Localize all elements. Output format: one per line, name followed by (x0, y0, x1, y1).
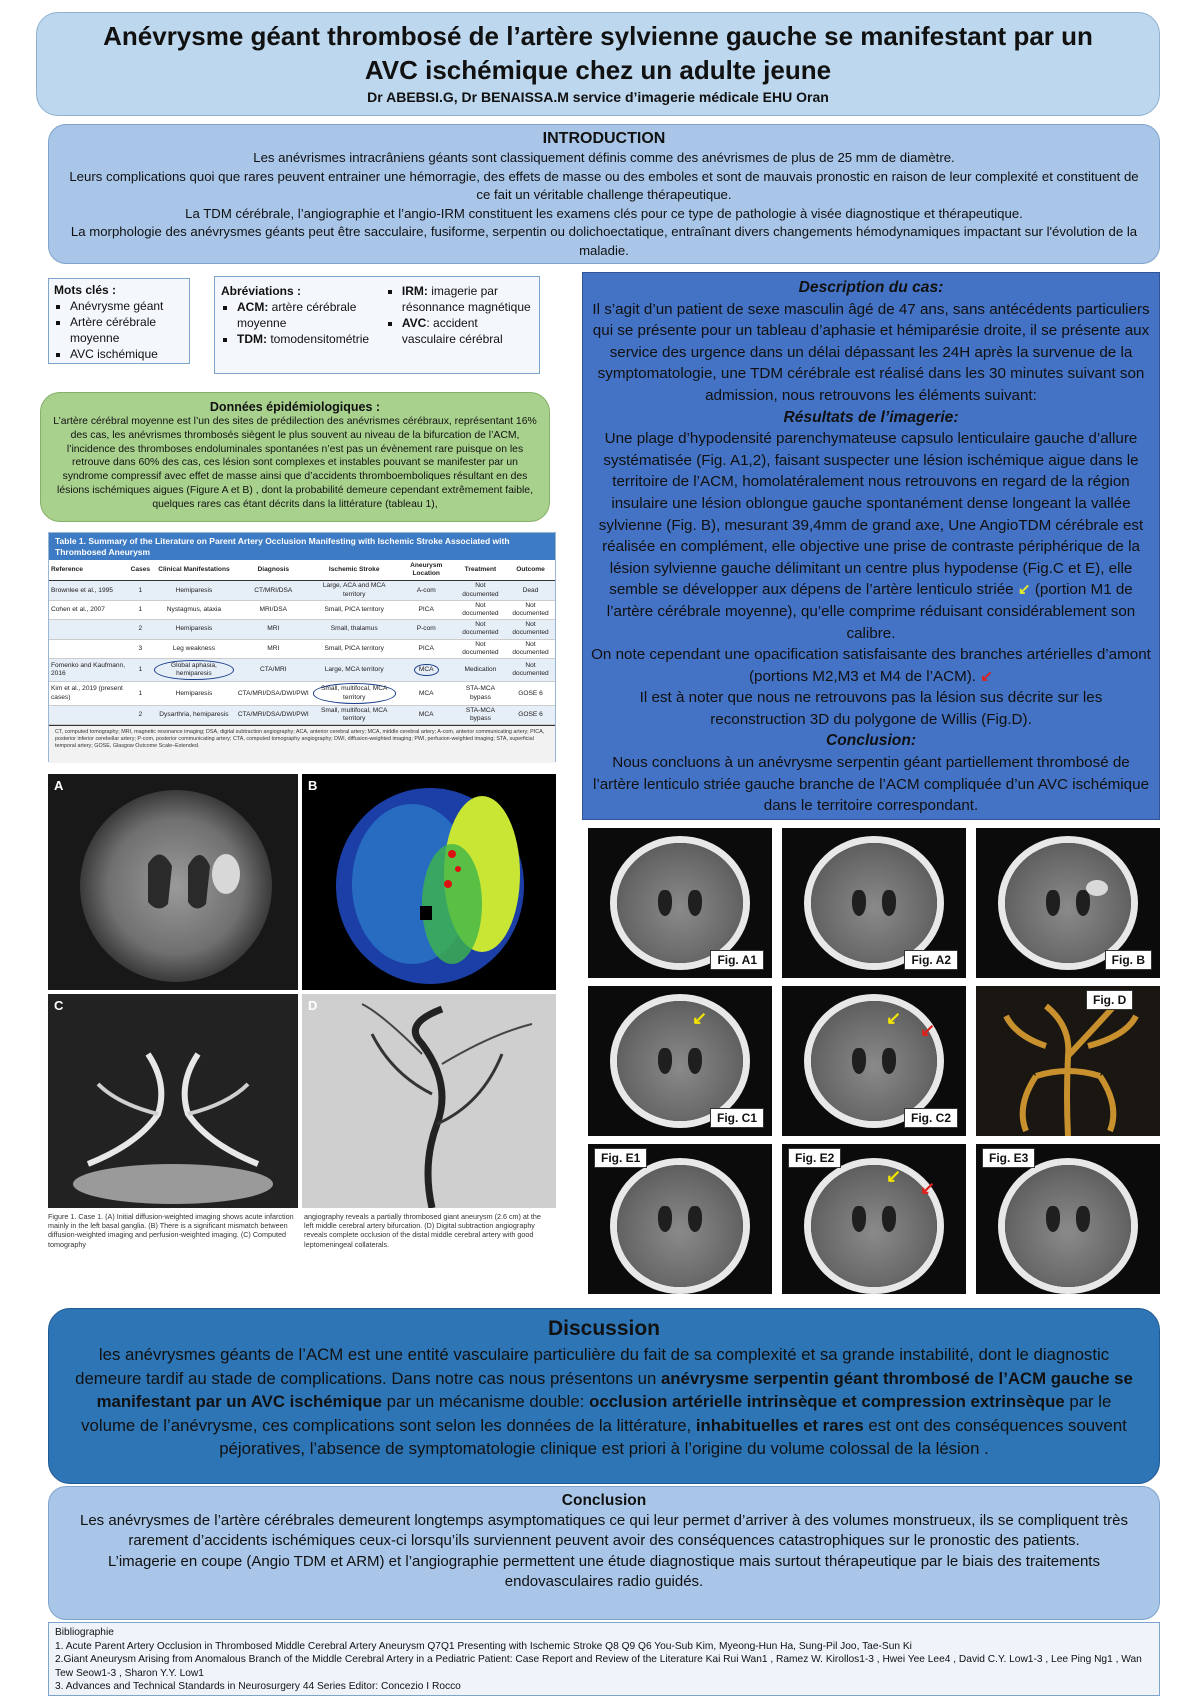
case-text-3-body: On note cependant une opacification satisfaisante des branches artérielles d’amont (portions M2,M3 et M4 de l’ACM). (591, 646, 1151, 685)
table-cell: STA-MCA bypass (455, 682, 506, 705)
table-cell: Cohen et al., 2007 (49, 600, 129, 619)
ventricle (852, 1206, 866, 1232)
column-header: Reference (49, 560, 129, 581)
table-row (49, 620, 555, 639)
abbreviations-panel (214, 276, 540, 374)
introduction-heading: INTRODUCTION (542, 130, 666, 147)
abbreviations-list-1 (221, 299, 378, 347)
circled-cell-text: Small, multifocal, MCA territory (313, 683, 396, 703)
title-panel (36, 12, 1160, 116)
bibliography-item: 1. Acute Parent Artery Occlusion in Thrombosed Middle Cerebral Artery Aneurysm Q7Q1 Presenting with Ischemic Stroke Q8 Q9 Q6 You-Sub Kim, Myeong-Hun Ha, Sung-Pil Joo, Tae-Sun Ki (55, 1640, 912, 1652)
table-row (49, 682, 555, 705)
ct-figure-label: Fig. C2 (904, 1108, 958, 1128)
figure-label: D (308, 998, 318, 1013)
case-text-2 (591, 428, 1151, 644)
epidemiology-panel (40, 392, 550, 522)
dense-lesion (1086, 880, 1108, 896)
case-text-4: Il est à noter que nous ne retrouvons pas la lésion sus décrite sur les reconstruction 3D du polygone de Willis (Fig.D). (639, 689, 1103, 728)
table-cell: Brownlee et al., 1995 (49, 581, 129, 600)
ct-figure (782, 986, 966, 1136)
table-cell: P-com (398, 620, 455, 639)
poster-title (57, 19, 1139, 87)
ventricle (688, 1206, 702, 1232)
table-row (49, 705, 555, 724)
dsa-image (302, 994, 556, 1208)
discussion-bold-part: anévrysme serpentin géant thrombosé de l’ACM gauche se manifestant par un AVC ischémique (96, 1368, 1133, 1411)
table-cell (49, 705, 129, 724)
red-arrow-icon: ↙ (920, 1020, 936, 1040)
table-cell: Not documented (506, 600, 555, 619)
ct-figure-label: Fig. E2 (788, 1148, 841, 1168)
ct-figure-label: Fig. E3 (982, 1148, 1035, 1168)
table-cell: Fomenko and Kaufmann, 2016 (49, 659, 129, 682)
table-cell: A-com (398, 581, 455, 600)
ventricle (882, 1206, 896, 1232)
table-footnote: CT, computed tomography; MRI, magnetic resonance imaging; DSA, digital subtraction angiography; ACA, anterior cerebral artery; MCA, middle cerebral artery; A-com, anterior communicating artery; PICA, posterior inferior cerebellar artery; P-com, posterior communicating artery; CTA, computed tomography angiography; DWI, diffusion-weighted imaging; PWI, perfusion-weighted imaging; STA, superficial temporal artery; GOSE, Glasgow Outcome Scale–Extended. (49, 725, 555, 763)
table-cell: Dead (506, 581, 555, 600)
discussion-text-part: est ont des conséquences souvent péjoratives, l’absence de symptomatologie clinique est priori à l’origine du volume colossal de la lésion . (219, 1415, 1127, 1458)
table-cell: MRI/DSA (236, 600, 311, 619)
table-cell: PICA (398, 639, 455, 658)
abbreviation-term: ACM: (237, 300, 269, 314)
ventricle (688, 890, 702, 916)
ct-figure (588, 1144, 772, 1294)
conclusion-p1: Les anévrysmes de l’artère cérébrales demeurent longtemps asymptomatiques ce qui leur permet d’arriver à des volumes monstrueux, ils se compliquent très rarement d’accidents ischémiques ceux-ci lorsqu’ils surviennent peuvent avoir des conséquences catastrophiques sur le pronostic des patients. (80, 1512, 1128, 1550)
abbreviation-def: artère cérébrale moyenne (237, 300, 357, 330)
ct-figure-label: Fig. D (1086, 990, 1133, 1010)
table-cell (152, 659, 236, 682)
red-arrow-icon: ↙ (980, 667, 993, 685)
case-heading: Description du cas: (798, 279, 944, 296)
abbreviations-title: Abréviations : (221, 284, 302, 298)
ventricle (1046, 890, 1060, 916)
table-cell: 1 (129, 659, 152, 682)
ventricle (658, 1206, 672, 1232)
keywords-list (54, 298, 184, 362)
ct-figure (976, 828, 1160, 978)
case-description-panel (582, 272, 1160, 820)
title-line-2: AVC ischémique chez un adulte jeune (364, 55, 832, 85)
brain-parenchyma (617, 1001, 743, 1121)
yellow-arrow-icon: ↙ (692, 1008, 708, 1028)
table-cell (398, 659, 455, 682)
abbreviation-term: IRM: (401, 284, 428, 298)
conclusion-heading: Conclusion (561, 1492, 647, 1509)
table-cell: Not documented (506, 620, 555, 639)
table-cell: MRI (236, 639, 311, 658)
table-cell: 1 (129, 682, 152, 705)
table-cell (311, 682, 398, 705)
keywords-panel (48, 278, 190, 364)
ct-figure-label: Fig. A1 (710, 950, 764, 970)
figure-d-dsa (302, 994, 556, 1208)
table-cell: Leg weakness (152, 639, 236, 658)
figure-label: C (54, 998, 64, 1013)
discussion-panel (48, 1308, 1160, 1484)
introduction-p1: Les anévrismes intracrâniens géants sont classiquement définis comme des anévrismes de plus de 25 mm de diamètre. (253, 150, 955, 165)
conclusion-panel (48, 1486, 1160, 1620)
abbreviations-col-2 (386, 283, 533, 367)
table-cell: CTA/MRI/DSA/DWI/PWI (236, 705, 311, 724)
introduction-panel (48, 124, 1160, 264)
case-text-2a: Une plage d’hypodensité parenchymateuse capsulo lenticulaire gauche d’allure systématisée (Fig. A1,2), faisant suspecter une lésion ischémique aigue dans le territoire de l’ACM, homolatéralement nous retrouvons en regard de la région insulaire une lésion oblongue gauche spontanément dense longeant la vallée sylvienne (Fig. B), mesurant 39,4mm de grand axe, Une AngioTDM cérébrale est réalisée en complément, elle objective une prise de contraste périphérique de la lésion sylvienne gauche délimitant un centre plus hypodense (Fig.C et E), elle semble se développer aux dépens de l’artère lenticulo striée (598, 430, 1144, 599)
figure-b-perfusion (302, 774, 556, 990)
discussion-bold-part: occlusion artérielle intrinsèque et compression extrinsèque (589, 1392, 1065, 1411)
abbreviations-list-2 (386, 283, 533, 347)
table-cell: Hemiparesis (152, 620, 236, 639)
table-cell: Kim et al., 2019 (present cases) (49, 682, 129, 705)
table-cell: CT/MRI/DSA (236, 581, 311, 600)
column-header: Aneurysm Location (398, 560, 455, 581)
brain-dwi-image (48, 774, 298, 990)
table-cell: MRI (236, 620, 311, 639)
table-cell: CTA/MRI/DSA/DWI/PWI (236, 682, 311, 705)
table-cell: Not documented (455, 620, 506, 639)
brain-parenchyma (1005, 1165, 1131, 1287)
discussion-bold-part: inhabituelles et rares (695, 1415, 864, 1435)
ct-figure-label: Fig. A2 (904, 950, 958, 970)
keyword-item: ▪ AVC ischémique (70, 346, 184, 362)
introduction-p4: La morphologie des anévrysmes géants peut être sacculaire, fusiforme, serpentin ou dolichoectatique, entraînant divers changements hémodynamiques impactant sur l'évolution de la maladie. (70, 224, 1138, 258)
figure-a-dwi (48, 774, 298, 990)
column-header: Outcome (506, 560, 555, 581)
table-cell: MCA (398, 705, 455, 724)
figure-1-caption-left: Figure 1. Case 1. (A) Initial diffusion-weighted imaging shows acute infarction mainly in the left basal ganglia. (B) There is a significant mismatch between diffusion-weighted imaging and perfusion-weighted imaging. (C) Computed tomography (48, 1212, 294, 1249)
brain-perfusion-map (302, 774, 556, 990)
ct-figure (588, 986, 772, 1136)
ventricle (852, 890, 866, 916)
table-cell: GOSE 6 (506, 682, 555, 705)
yellow-arrow-icon: ↙ (1017, 581, 1031, 599)
table-cell: 1 (129, 581, 152, 600)
table-cell: PICA (398, 600, 455, 619)
brain-parenchyma (811, 1001, 937, 1121)
brain-parenchyma (1005, 843, 1131, 963)
table-cell: Large, ACA and MCA territory (311, 581, 398, 600)
conclusion-p2: L’imagerie en coupe (Angio TDM et ARM) et l’angiographie permettent une étude diagnostique mais surtout thérapeutique par le biais des traitements endovasculaires radio guidés. (108, 1552, 1100, 1591)
ventricle (1046, 1206, 1060, 1232)
abbreviation-item (237, 331, 378, 347)
discussion-text-part: par un mécanisme double: (381, 1392, 590, 1411)
case-text-5: Nous concluons à un anévrysme serpentin géant partiellement thrombosé de l’artère lenticulo striée gauche branche de l’ACM compliquée d’un AVC ischémique dans le territoire correspondant. (592, 754, 1150, 815)
table-cell: GOSE 6 (506, 705, 555, 724)
table-cell: 1 (129, 600, 152, 619)
discussion-text-part: les anévrysmes géants de l’ACM est une entité vasculaire particulière du fait de sa complexité et sa grande instabilité, dont le diagnostic demeure tardif au stade de complications. Dans notre cas nous présentons un (75, 1345, 1110, 1388)
case-text-1: Il s’agit d’un patient de sexe masculin âgé de 47 ans, sans antécédents particuliers qui se présente pour un tableau d’aphasie et hémiparésie droite, il se présente aux service des urgence dans un délai dépassant les 24H après la survenue de la symptomatologie, une TDM cérébrale est réalisé dans les 30 minutes suivant son admission, nous retrouvons les éléments suivant: (592, 300, 1150, 404)
ventricle (882, 890, 896, 916)
figure-1-caption-right: angiography reveals a partially thrombosed giant aneurysm (2.6 cm) at the left middle cerebral artery bifurcation. (D) Digital subtraction angiography reveals complete occlusion of the distal middle cerebral artery with good leptomeningeal collaterals. (304, 1212, 541, 1249)
discussion-heading: Discussion (547, 1317, 661, 1340)
circled-cell-text: Global aphasia, hemiparesis (154, 660, 234, 680)
table-cell: Small, multifocal, MCA territory (311, 705, 398, 724)
imaging-results-heading: Résultats de l’imagerie: (783, 408, 959, 426)
table-cell: Small, PICA territory (311, 600, 398, 619)
column-header: Treatment (455, 560, 506, 581)
ct-figure-label: Fig. C1 (710, 1108, 764, 1128)
abbreviation-item (402, 283, 533, 315)
ventricle (658, 1048, 672, 1074)
keywords-title: Mots clés : (54, 283, 117, 297)
epidemiology-heading: Données épidémiologiques : (209, 400, 381, 414)
table-cell: Large, MCA territory (311, 659, 398, 682)
red-arrow-icon: ↙ (920, 1178, 936, 1198)
yellow-arrow-icon: ↙ (886, 1008, 902, 1028)
column-header: Ischemic Stroke (311, 560, 398, 581)
table-cell: Not documented (455, 600, 506, 619)
table-cell: Nystagmus, ataxia (152, 600, 236, 619)
title-line-1: Anévrysme géant thrombosé de l’artère sylvienne gauche se manifestant par un (103, 21, 1093, 51)
brain-parenchyma (617, 1165, 743, 1287)
abbreviations-col-1 (221, 283, 378, 367)
abbreviation-def: imagerie par résonnance magnétique (401, 284, 531, 314)
brain-parenchyma (811, 1165, 937, 1287)
table-cell: Not documented (506, 659, 555, 682)
abbreviation-item (237, 299, 378, 331)
figure-label: B (308, 778, 318, 793)
ventricle (852, 1048, 866, 1074)
table-cell: Hemiparesis (152, 581, 236, 600)
table-cell: Medication (455, 659, 506, 682)
bibliography-heading: Bibliographie (55, 1627, 114, 1638)
abbreviation-def: : accident vasculaire cérébral (401, 316, 503, 346)
table-cell: Dysarthria, hemiparesis (152, 705, 236, 724)
table-row (49, 639, 555, 658)
ventricle (658, 890, 672, 916)
ventricle (882, 1048, 896, 1074)
case-text-2b: (portion M1 de l’artère cérébrale moyenne), qu’elle comprime réduisant considérablement son calibre. (606, 581, 1136, 642)
table-cell: MCA (398, 682, 455, 705)
abbreviation-def: tomodensitométrie (267, 332, 370, 346)
literature-table (49, 560, 555, 725)
ventricle (1076, 1206, 1090, 1232)
ct-figure (782, 828, 966, 978)
keyword-item: ▪ Anévrysme géant (70, 298, 184, 314)
authors: Dr ABEBSI.G, Dr BENAISSA.M service d’imagerie médicale EHU Oran (367, 89, 829, 105)
case-conclusion-heading: Conclusion: (825, 732, 917, 750)
table-cell (49, 620, 129, 639)
discussion-text-part: par le volume de l’anévrysme, ces complications sont selon les données de la littérature, (81, 1392, 1112, 1435)
table-cell: Hemiparesis (152, 682, 236, 705)
keyword-item: ▪ Artère cérébrale moyenne (70, 314, 184, 346)
ct-figure (976, 1144, 1160, 1294)
table-row (49, 581, 555, 600)
table-caption: Table 1. Summary of the Literature on Parent Artery Occlusion Manifesting with Ischemic Stroke Associated with Thrombosed Aneurysm (49, 533, 555, 560)
column-header: Diagnosis (236, 560, 311, 581)
figure-c-cta (48, 994, 298, 1208)
column-header: Cases (129, 560, 152, 581)
table-body (49, 581, 555, 725)
table-cell: 2 (129, 620, 152, 639)
table-row (49, 600, 555, 619)
table-cell: STA-MCA bypass (455, 705, 506, 724)
table-cell (49, 639, 129, 658)
ct-figure (976, 986, 1160, 1136)
brain-parenchyma (617, 843, 743, 963)
table-cell: Not documented (455, 581, 506, 600)
ct-figure (782, 1144, 966, 1294)
table-cell: Not documented (506, 639, 555, 658)
table-cell: Small, thalamus (311, 620, 398, 639)
ct-figure-label: Fig. B (1105, 950, 1152, 970)
introduction-p3: La TDM cérébrale, l’angiographie et l’angio-IRM constituent les examens clés pour ce type de pathologie à visée diagnostique et thérapeutique. (185, 205, 1023, 221)
circled-cell-text: MCA (414, 664, 439, 676)
yellow-arrow-icon: ↙ (886, 1166, 902, 1186)
table-cell: 2 (129, 705, 152, 724)
abbreviation-item (402, 315, 533, 347)
table-row (49, 659, 555, 682)
bibliography-panel (48, 1622, 1160, 1696)
literature-table-figure (48, 532, 556, 762)
ct-figure (588, 828, 772, 978)
abbreviation-term: TDM: (237, 332, 267, 346)
discussion-text (71, 1343, 1137, 1461)
ct-figures-grid (588, 828, 1160, 1300)
abbreviation-term: AVC (401, 316, 427, 330)
table-header-row (49, 560, 555, 581)
table-cell: CTA/MRI (236, 659, 311, 682)
bibliography-item: 2.Giant Aneurysm Arising from Anomalous Branch of the Middle Cerebral Artery in a Pediatric Patient: Case Report and Review of the Literature Kai Rui Wan1 , Ramez W. Kirollos1-3 , Hwei Yee Lee4 , David C.Y. Low1-3 , Lee Ping Ng1 , Wan Tew Seow1-3 , Sharon Y.Y. Low1 (55, 1654, 1142, 1679)
table-cell: 3 (129, 639, 152, 658)
cta-image (48, 994, 298, 1208)
epidemiology-text: L’artère cérébral moyenne est l’un des sites de prédilection des anévrismes cérébraux, représentant 16% des cas, les anévrismes thrombosés siègent le plus souvent au niveau de la bifurcation de l’ACM, l’incidence des thromboses endoluminales spontanées n’est pas un évènement rare puisque on les retrouve dans 60% des cas, ces lésion sont complexes et instables pouvant se manifester par un syndrome compressif avec effet de masse ainsi que d’accidents thromboemboliques résultant en des lésions ischémiques aigues (Figure A et B) , dont la probabilité demeure cependant extrêmement faible, quelques rares cas étant décrits dans la littérature (tableau 1), (53, 416, 537, 510)
ventricle (688, 1048, 702, 1074)
ct-figure-label: Fig. E1 (594, 1148, 647, 1168)
table-cell: Small, PICA territory (311, 639, 398, 658)
case-text-3 (591, 644, 1151, 687)
column-header: Clinical Manifestations (152, 560, 236, 581)
figure-1-panel (48, 774, 556, 1252)
brain-parenchyma (811, 843, 937, 963)
table-cell: Not documented (455, 639, 506, 658)
introduction-p2: Leurs complications quoi que rares peuvent entrainer une hémorragie, des effets de masse ou des emboles et sont de mauvais pronostic en raison de leur complexité et constituent de ce fait un véritable challenge thérapeutique. (69, 168, 1139, 202)
ventricle (1076, 890, 1090, 916)
bibliography-item: 3. Advances and Technical Standards in Neurosurgery 44 Series Editor: Concezio I Rocco (55, 1681, 461, 1693)
figure-label: A (54, 778, 64, 793)
